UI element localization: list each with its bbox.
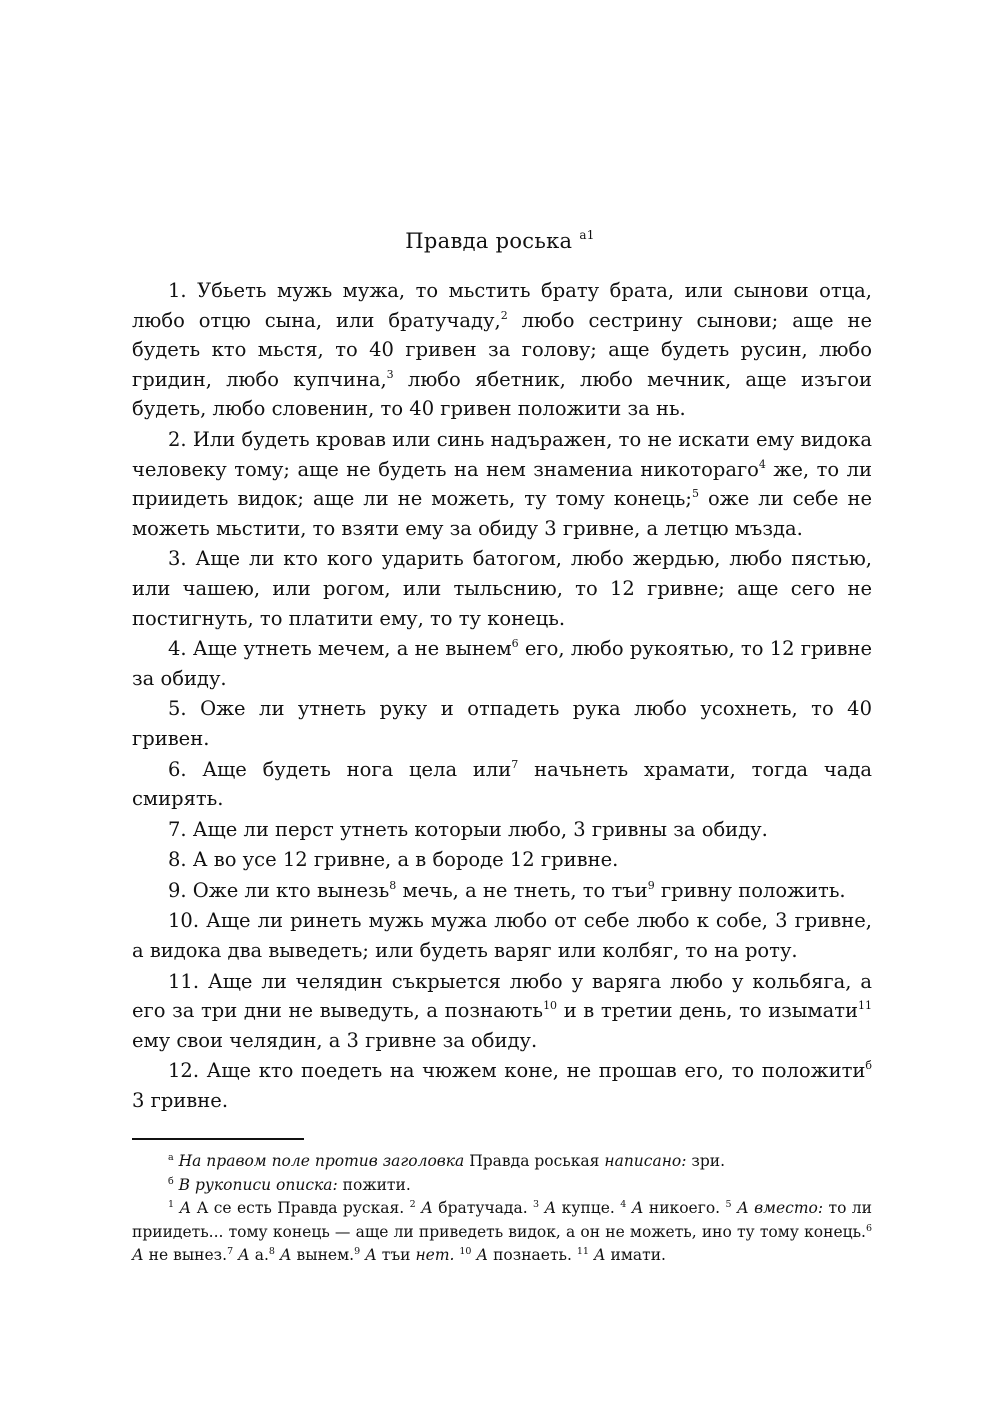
- footnote-ref[interactable]: 2: [500, 308, 508, 322]
- footnote-ref[interactable]: 3: [386, 367, 394, 381]
- article-2: 2. Или будеть кровав или синь надъражен, то не искати ему видока человеку тому; аще не будеть на нем знамениа никотораго$^4$ же, то ли приидеть видок; аще ли не можеть, ту тому конець;$^5$ оже ли себе не можеть мьстити, то взяти ему за обиду 3 гривне, а летцю мъзда.: [132, 427, 872, 540]
- footnote-variants: $^1$ А А се есть Правда руская. $^2$ А братучада. $^3$ А купце. $^4$ А никоего. $^5$ А вместо: то ли приидеть... тому конець — аще ли приведеть видок, а он не можеть, ино ту тому конець.$^6$ А не вынез.$^7$ А а.$^8$ А вынем.$^9$ А тъи нет. $^{10}$ А познаеть. $^{11}$ А имати.: [132, 1199, 872, 1264]
- article-11: 11. Аще ли челядин съкрыется любо у варяга любо у кольбяга, а его за три дни не выведуть, а познають$^{10}$ и в третии день, то изымати$^{11}$ ему свои челядин, а 3 гривне за обиду.: [132, 969, 873, 1052]
- article-8: 8. А во усе 12 гривне, а в бороде 12 гривне.: [168, 848, 619, 872]
- article-10: 10. Аще ли ринеть мужь мужа любо от себе любо к собе, 3 гривне, а видока два выведеть; или будеть варяг или колбяг, то на роту.: [132, 909, 872, 963]
- footnote-ref[interactable]: 6: [511, 637, 519, 651]
- footnote-ref[interactable]: 10: [543, 999, 558, 1013]
- footnotes: [132, 1150, 872, 1268]
- article-6: 6. Аще будеть нога цела или$^7$ начьнеть храмати, тогда чада смирять.: [132, 757, 872, 811]
- footnote-b: $^б$ В рукописи описка: пожити.: [168, 1175, 411, 1194]
- footnote-ref[interactable]: 11: [858, 999, 873, 1013]
- article-3: 3. Аще ли кто кого ударить батогом, любо жердью, любо пястью, или чашею, или рогом, или тыльснию, то 12 гривне; аще сего не постигнуть, то платити ему, то ту конець.: [132, 547, 872, 630]
- footnote-divider: [132, 1138, 304, 1140]
- article-7: 7. Аще ли перст утнеть которыи любо, 3 гривны за обиду.: [168, 817, 768, 841]
- article-12: 12. Аще кто поедеть на чюжем коне, не прошав его, то положити$^б$ 3 гривне.: [132, 1059, 872, 1113]
- page-title: [0, 228, 1000, 253]
- main-text: [132, 276, 872, 1117]
- article-9: 9. Оже ли кто вынезь$^8$ мечь, а не тнеть, то тъи$^9$ гривну положить.: [168, 878, 846, 902]
- article-5: 5. Оже ли утнеть руку и отпадеть рука любо усохнеть, то 40 гривен.: [132, 697, 872, 750]
- article-4: 4. Аще утнеть мечем, а не вынем$^6$ его, любо рукоятью, то 12 гривне за обиду.: [132, 637, 872, 690]
- footnote-ref[interactable]: 5: [691, 487, 699, 501]
- footnote-ref[interactable]: 7: [511, 757, 519, 771]
- article-1: 1. Убьеть мужь мужа, то мьстить брату брата, или сынови отца, любо отцю сына, или братучаду,$^2$ любо сестрину сынови; аще не будеть кто мьстя, то 40 гривен за голову; аще будеть русин, любо гридин, любо купчина,$^3$ любо ябетник, любо мечник, аще изъгои будеть, любо словенин, то 40 гривен положити за нь.: [132, 279, 873, 421]
- footnote-ref[interactable]: 4: [758, 457, 766, 471]
- title-footnote-mark: а1: [579, 228, 595, 242]
- title-text: Правда роська: [405, 229, 573, 253]
- footnote-a: $^а$ На правом поле против заголовка Правда роськая написано: зри.: [168, 1152, 726, 1170]
- footnote-ref[interactable]: б: [865, 1059, 872, 1073]
- footnote-ref[interactable]: 9: [647, 878, 655, 892]
- footnote-ref[interactable]: 8: [389, 878, 397, 892]
